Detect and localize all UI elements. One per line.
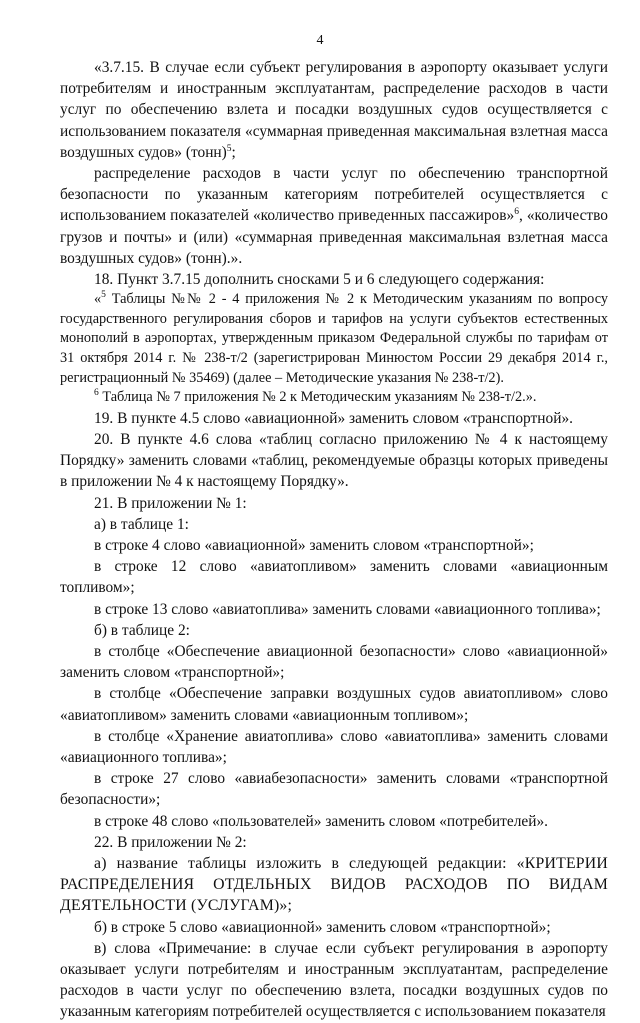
paragraph-3-7-15: «3.7.15. В случае если субъект регулирования в аэропорту оказывает услуги потребителям и иностранным эксплуатантам, распределение расходов в части услуг по обеспечению взлета и посадки воздушных судов осуществляется с использованием показателя «суммарная приведенная максимальная взлетная масса воздушных судов» (тонн)$^5$;	[60, 59, 608, 161]
paragraph-item-18: 18. Пункт 3.7.15 дополнить сносками 5 и 6 следующего содержания:	[94, 271, 545, 289]
document-body	[60, 57, 608, 1023]
paragraph-column-fueling: в столбце «Обеспечение заправки воздушных судов авиатопливом» слово «авиатопливом» заменить словами «авиационным топливом»;	[60, 685, 608, 724]
paragraph-item-21a: а) в таблице 1:	[94, 515, 189, 533]
paragraph-item-22a: а) название таблицы изложить в следующей редакции: «КРИТЕРИИ РАСПРЕДЕЛЕНИЯ ОТДЕЛЬНЫХ ВИДОВ РАСХОДОВ ПО ВИДАМ ДЕЯТЕЛЬНОСТИ (УСЛУГАМ)»;	[60, 855, 608, 915]
paragraph-item-22: 22. В приложении № 2:	[94, 833, 247, 851]
footnote-ref-6: 6	[514, 207, 519, 218]
paragraph-row-13: в строке 13 слово «авиатоплива» заменить словами «авиационного топлива»;	[94, 600, 601, 618]
paragraph-item-20: 20. В пункте 4.6 слова «таблиц согласно приложению № 4 к настоящему Порядку» заменить словами «таблиц, рекомендуемые образцы которых приведены в приложении № 4 к настоящему Порядку».	[60, 431, 608, 491]
paragraph-row-12: в строке 12 слово «авиатопливом» заменить словами «авиационным топливом»;	[60, 558, 608, 597]
paragraph-item-19: 19. В пункте 4.5 слово «авиационной» заменить словом «транспортной».	[94, 409, 573, 427]
paragraph-item-21: 21. В приложении № 1:	[94, 494, 247, 512]
footnote-6-text: $^6$ Таблица № 7 приложения № 2 к Методическим указаниям № 238-т/2.».	[94, 388, 537, 406]
paragraph-column-security: в столбце «Обеспечение авиационной безопасности» слово «авиационной» заменить словом «транспортной»;	[60, 643, 608, 682]
paragraph-item-21b: б) в таблице 2:	[94, 621, 190, 639]
paragraph-row-48: в строке 48 слово «пользователей» заменить словом «потребителей».	[94, 812, 549, 830]
paragraph-item-22b: б) в строке 5 слово «авиационной» заменить словом «транспортной»;	[94, 918, 551, 936]
paragraph-row-27: в строке 27 слово «авиабезопасности» заменить словами «транспортной безопасности»;	[60, 770, 608, 809]
page-number: 4	[316, 33, 324, 48]
paragraph-item-22c: в) слова «Примечание: в случае если субъект регулирования в аэропорту оказывает услуги потребителям и иностранным эксплуатантам, распределение расходов в части услуг по обеспечению взлета, посадки воздушных судов по указанным категориям потребителей осуществляется с использованием показателя	[60, 939, 608, 1021]
paragraph-column-storage: в столбце «Хранение авиатоплива» слово «авиатоплива» заменить словами «авиационного топлива»;	[60, 727, 608, 767]
paragraph-security-distribution: распределение расходов в части услуг по обеспечению транспортной безопасности по указанным категориям потребителей осуществляется с использованием показателей «количество приведенных пассажиров»$^6$, «количество грузов и почты» и (или) «суммарная приведенная максимальная взлетная масса воздушных судов» (тонн).».	[60, 165, 608, 267]
paragraph-row-4: в строке 4 слово «авиационной» заменить словом «транспортной»;	[94, 537, 534, 555]
footnote-ref-5: 5	[226, 143, 232, 154]
footnote-5-text: «$^5$ Таблицы №№ 2 - 4 приложения № 2 к Методическим указаниям по вопросу государственного регулирования сборов и тарифов на услуги субъектов естественных монополий в аэропортах, утвержденным приказом Федеральной службы по тарифам от 31 октября 2014 г. № 238-т/2 (зарегистрирован Минюстом России 29 декабря 2014 г., регистрационный № 35469) (далее – Методические указания № 238-т/2).	[60, 290, 608, 386]
